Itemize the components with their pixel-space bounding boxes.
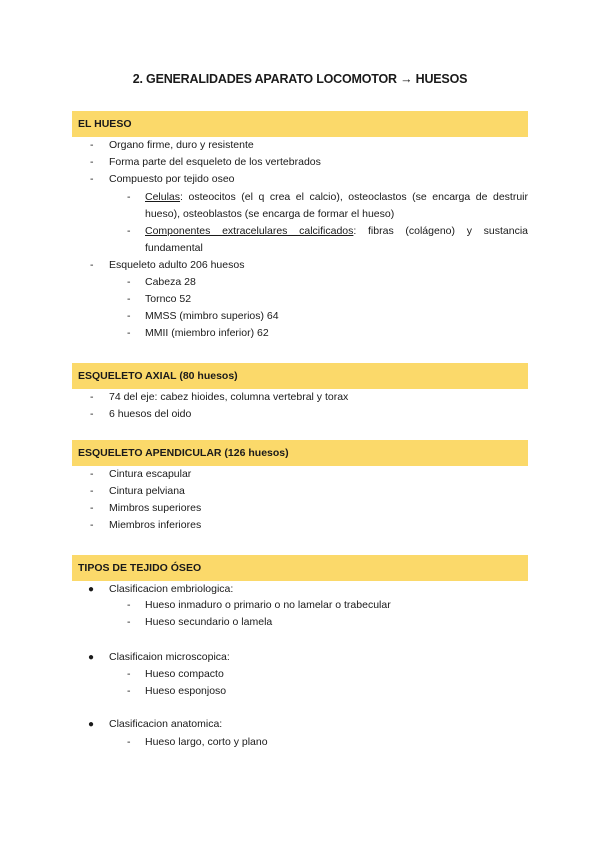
list-subitem: Hueso compacto (145, 668, 224, 680)
dash-marker: - (127, 310, 131, 322)
list-item: Forma parte del esqueleto de los vertebrados (109, 156, 321, 168)
dash-marker: - (127, 276, 131, 288)
page-title: 2. GENERALIDADES APARATO LOCOMOTOR → HUESOS (132, 72, 468, 86)
componentes-label: Componentes extracelulares calcificados (145, 225, 354, 237)
dash-marker: - (90, 139, 94, 151)
componentes-line-2: fundamental (145, 242, 203, 254)
celulas-label: Celulas (145, 191, 181, 203)
dash-marker: - (90, 156, 94, 168)
dash-marker: - (90, 485, 94, 497)
celulas-line-1 (145, 189, 528, 206)
bullet-marker: ● (88, 719, 95, 730)
list-item: 6 huesos del oido (109, 408, 192, 420)
section-heading-el-hueso: EL HUESO (72, 111, 528, 137)
dash-marker: - (127, 685, 131, 697)
dash-marker: - (90, 468, 94, 480)
dash-marker: - (127, 616, 131, 628)
list-item: Cintura pelviana (109, 485, 185, 497)
list-subitem: Cabeza 28 (145, 276, 196, 288)
dash-marker: - (127, 191, 131, 203)
list-item: Miembros inferiores (109, 519, 202, 531)
dash-marker: - (90, 391, 94, 403)
bullet-marker: ● (88, 652, 95, 663)
celulas-text: : osteocitos (el q crea el calcio), osteoclastos (se encarga de destruir (180, 191, 528, 203)
list-item: Cintura escapular (109, 468, 192, 480)
list-item: Clasificaion microscopica: (109, 651, 230, 663)
dash-marker: - (90, 259, 94, 271)
list-item: Esqueleto adulto 206 huesos (109, 259, 245, 271)
list-subitem: Hueso esponjoso (145, 685, 227, 697)
componentes-text: : fibras (colágeno) y sustancia (353, 225, 528, 237)
dash-marker: - (127, 668, 131, 680)
list-item: Mimbros superiores (109, 502, 202, 514)
dash-marker: - (90, 502, 94, 514)
dash-marker: - (90, 173, 94, 185)
list-item: Clasificacion embriologica: (109, 583, 234, 595)
componentes-line-1 (145, 223, 528, 240)
dash-marker: - (127, 599, 131, 611)
list-subitem: Hueso inmaduro o primario o no lamelar o trabecular (145, 599, 391, 611)
section-heading-tipos-de-tejido-oseo: TIPOS DE TEJIDO ÓSEO (72, 555, 528, 581)
list-subitem: Hueso largo, corto y plano (145, 736, 268, 748)
dash-marker: - (90, 519, 94, 531)
dash-marker: - (127, 327, 131, 339)
dash-marker: - (90, 408, 94, 420)
bullet-marker: ● (88, 584, 95, 595)
dash-marker: - (127, 736, 131, 748)
list-item: Compuesto por tejido oseo (109, 173, 235, 185)
celulas-line-2: hueso), osteoblastos (se encarga de formar el hueso) (145, 208, 395, 220)
list-item: Organo firme, duro y resistente (109, 139, 254, 151)
list-subitem: MMSS (mimbro superios) 64 (145, 310, 279, 322)
section-heading-esqueleto-axial: ESQUELETO AXIAL (80 huesos) (72, 363, 528, 389)
list-item: 74 del eje: cabez hioides, columna vertebral y torax (109, 391, 349, 403)
dash-marker: - (127, 225, 131, 237)
list-subitem: Hueso secundario o lamela (145, 616, 273, 628)
list-item: Clasificacion anatomica: (109, 718, 223, 730)
section-heading-esqueleto-apendicular: ESQUELETO APENDICULAR (126 huesos) (72, 440, 528, 466)
list-subitem: MMII (miembro inferior) 62 (145, 327, 269, 339)
list-subitem: Tornco 52 (145, 293, 192, 305)
dash-marker: - (127, 293, 131, 305)
